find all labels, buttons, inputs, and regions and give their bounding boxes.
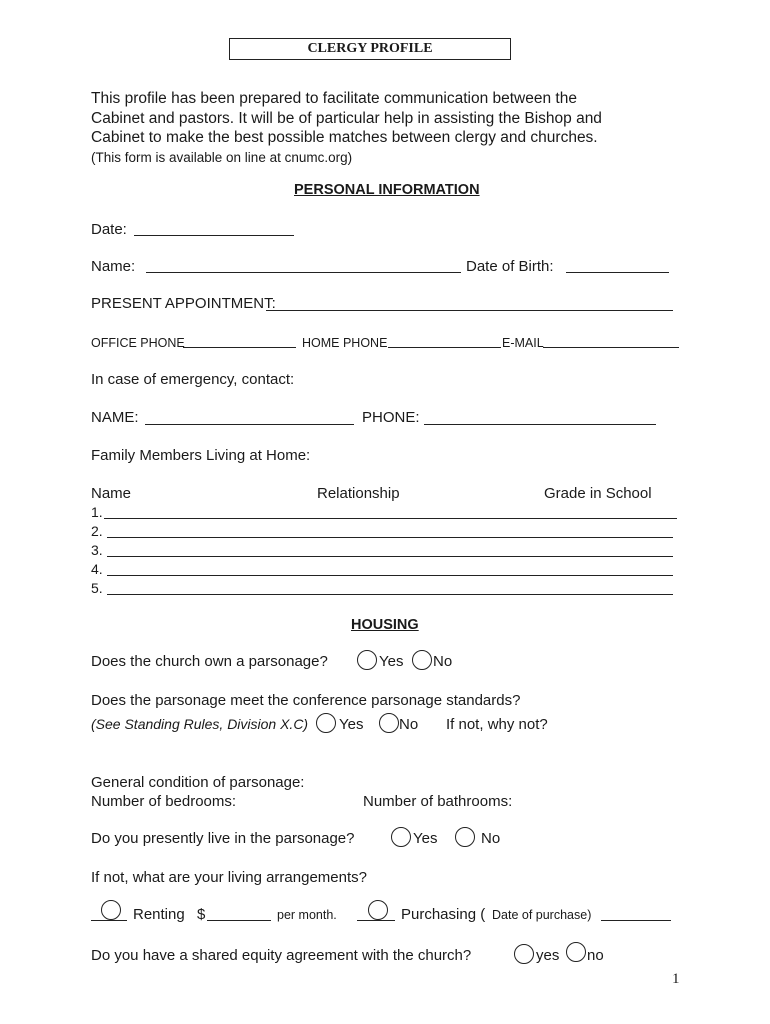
- family-label: Family Members Living at Home:: [91, 447, 311, 464]
- per-month-label: per month.: [277, 908, 337, 922]
- condition-label: General condition of parsonage:: [91, 774, 305, 791]
- shared-equity-yes-radio[interactable]: [514, 944, 534, 964]
- renting-label: Renting: [133, 906, 185, 923]
- form-title: CLERGY PROFILE: [229, 38, 511, 60]
- emergency-phone-label: PHONE:: [362, 409, 420, 426]
- intro-paragraph: [91, 89, 691, 167]
- live-in-no-label: No: [481, 830, 501, 847]
- purchasing-line: [357, 920, 395, 921]
- family-row-label: 3.: [91, 542, 103, 558]
- purchasing-label: Purchasing (: [401, 906, 486, 923]
- family-col-grade: Grade in School: [544, 485, 652, 502]
- live-in-no-radio[interactable]: [455, 827, 475, 847]
- living-arrangements-question: If not, what are your living arrangements?: [91, 869, 367, 886]
- home-phone-field[interactable]: [388, 347, 501, 348]
- live-in-parsonage-question: Do you presently live in the parsonage?: [91, 830, 355, 847]
- family-row-label: 2.: [91, 523, 103, 539]
- bedrooms-label: Number of bedrooms:: [91, 793, 237, 810]
- family-row-line[interactable]: [104, 518, 677, 519]
- purchase-date-field[interactable]: [601, 920, 671, 921]
- parsonage-own-yes-radio[interactable]: [357, 650, 377, 670]
- date-label: Date:: [91, 221, 127, 238]
- shared-equity-yes-label: yes: [536, 947, 560, 964]
- rent-amount-field[interactable]: [207, 920, 271, 921]
- renting-line: [91, 920, 127, 921]
- purchasing-radio[interactable]: [368, 900, 388, 920]
- housing-heading: HOUSING: [351, 617, 419, 633]
- bathrooms-label: Number of bathrooms:: [363, 793, 513, 810]
- intro-note: (This form is available on line at cnumc.org): [91, 149, 353, 165]
- emergency-label: In case of emergency, contact:: [91, 371, 295, 388]
- family-row-label: 1.: [91, 504, 103, 520]
- standards-no-label: No: [399, 716, 419, 733]
- date-of-purchase-label: Date of purchase): [492, 908, 592, 922]
- parsonage-own-question: Does the church own a parsonage?: [91, 653, 328, 670]
- name-field[interactable]: [146, 272, 461, 273]
- emergency-phone-field[interactable]: [424, 424, 656, 425]
- shared-equity-no-label: no: [587, 947, 604, 964]
- family-row-line[interactable]: [107, 594, 673, 595]
- personal-info-heading: PERSONAL INFORMATION: [294, 182, 480, 198]
- standards-yes-radio[interactable]: [316, 713, 336, 733]
- rent-dollar-sign: $: [197, 906, 206, 923]
- appointment-label: PRESENT APPOINTMENT:: [91, 295, 276, 312]
- family-row-label: 4.: [91, 561, 103, 577]
- family-row-line[interactable]: [107, 556, 673, 557]
- standards-note: (See Standing Rules, Division X.C): [91, 716, 309, 732]
- intro-line-3: Cabinet to make the best possible matches between clergy and churches.: [91, 129, 598, 146]
- email-label: E-MAIL: [502, 336, 544, 350]
- emergency-name-field[interactable]: [145, 424, 354, 425]
- family-row-line[interactable]: [107, 575, 673, 576]
- parsonage-own-yes-label: Yes: [379, 653, 404, 670]
- shared-equity-no-radio[interactable]: [566, 942, 586, 962]
- page-number: 1: [672, 971, 680, 987]
- parsonage-own-no-label: No: [433, 653, 453, 670]
- email-field[interactable]: [543, 347, 679, 348]
- family-col-relationship: Relationship: [317, 485, 400, 502]
- dob-field[interactable]: [566, 272, 669, 273]
- home-phone-label: HOME PHONE: [302, 336, 388, 350]
- live-in-yes-label: Yes: [413, 830, 438, 847]
- family-col-name: Name: [91, 485, 132, 502]
- date-field[interactable]: [134, 235, 294, 236]
- standards-no-radio[interactable]: [379, 713, 399, 733]
- emergency-name-label: NAME:: [91, 409, 139, 426]
- appointment-field[interactable]: [266, 310, 673, 311]
- shared-equity-question: Do you have a shared equity agreement with the church?: [91, 947, 472, 964]
- intro-line-2: Cabinet and pastors. It will be of particular help in assisting the Bishop and: [91, 109, 602, 127]
- office-phone-label: OFFICE PHONE: [91, 336, 185, 350]
- renting-radio[interactable]: [101, 900, 121, 920]
- intro-line-1: This profile has been prepared to facilitate communication between the: [91, 90, 577, 107]
- standards-yes-label: Yes: [339, 716, 364, 733]
- family-row-line[interactable]: [107, 537, 673, 538]
- office-phone-field[interactable]: [183, 347, 296, 348]
- dob-label: Date of Birth:: [466, 258, 554, 275]
- live-in-yes-radio[interactable]: [391, 827, 411, 847]
- standards-question: Does the parsonage meet the conference parsonage standards?: [91, 692, 521, 709]
- name-label: Name:: [91, 258, 136, 275]
- if-not-why-label: If not, why not?: [446, 716, 548, 733]
- parsonage-own-no-radio[interactable]: [412, 650, 432, 670]
- family-row-label: 5.: [91, 580, 103, 596]
